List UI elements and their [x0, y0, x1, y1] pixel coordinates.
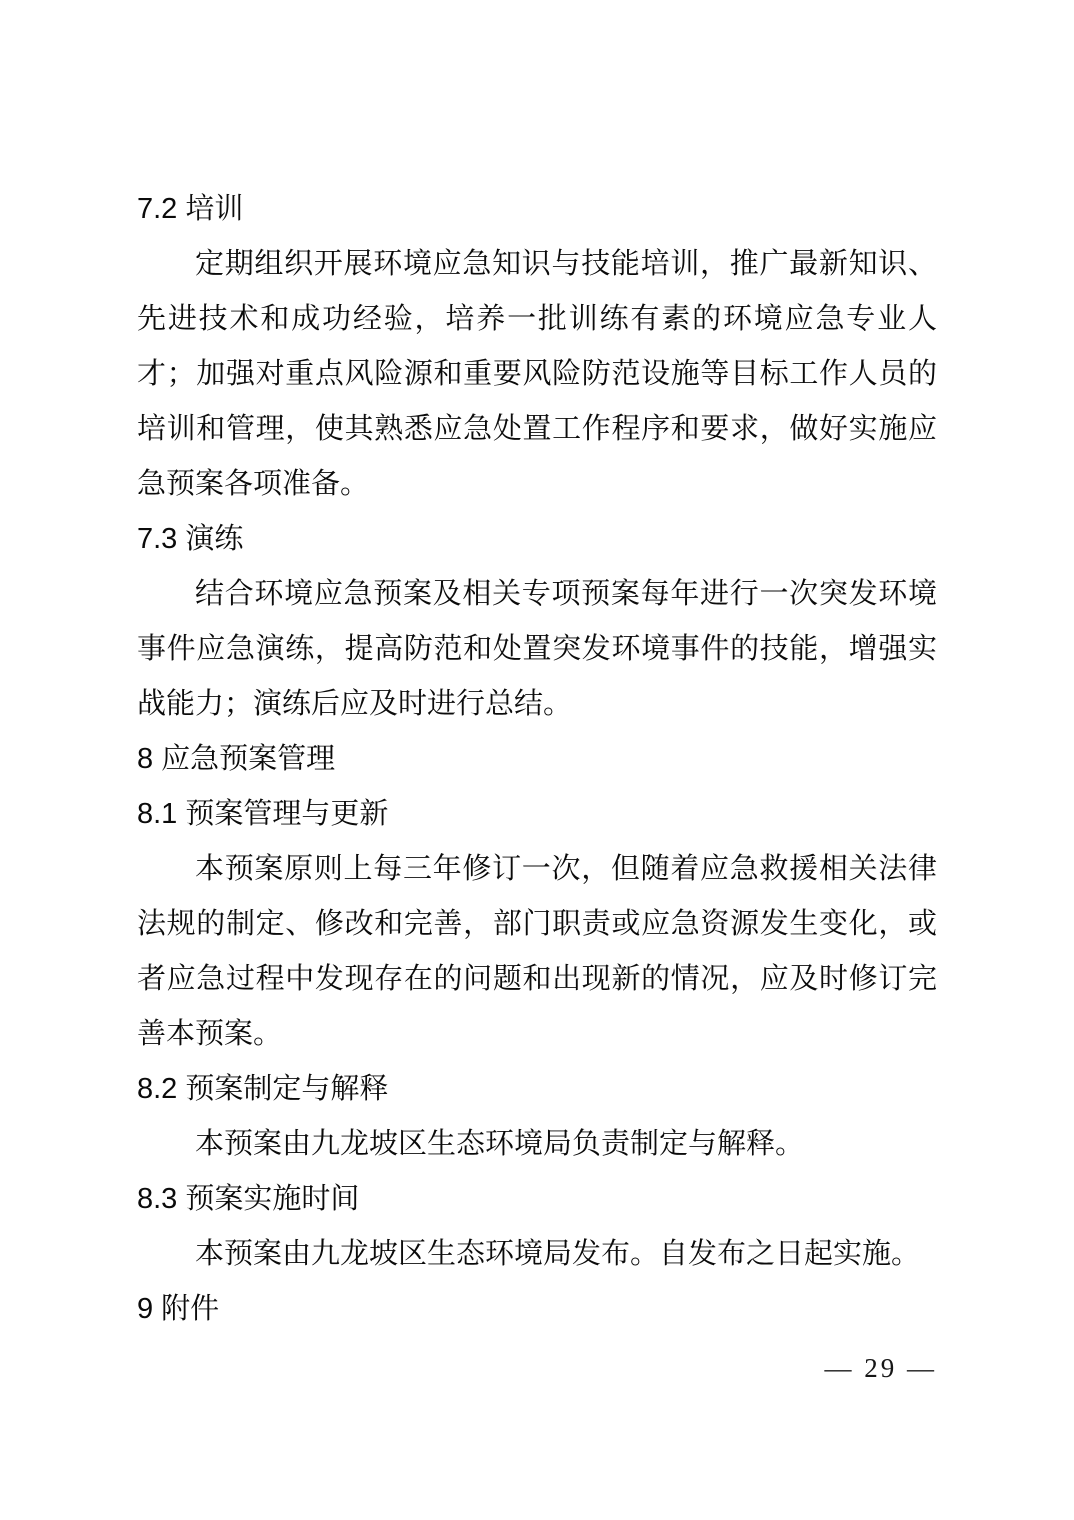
section-paragraph-8-1: 本预案原则上每三年修订一次，但随着应急救援相关法律法规的制定、修改和完善，部门职责或应急资源发生变化，或者应急过程中发现存在的问题和出现新的情况，应及时修订完善本预案。 — [137, 853, 937, 1050]
section-heading-8-2: 8.2 预案制定与解释 — [137, 1073, 389, 1105]
section-heading-8-3: 8.3 预案实施时间 — [137, 1183, 360, 1215]
section-paragraph-8-3: 本预案由九龙坡区生态环境局发布。自发布之日起实施。 — [195, 1238, 921, 1270]
section-heading-8-1: 8.1 预案管理与更新 — [137, 798, 389, 830]
section-heading-9: 9 附件 — [137, 1293, 220, 1325]
section-paragraph-7-2: 定期组织开展环境应急知识与技能培训，推广最新知识、先进技术和成功经验，培养一批训练有素的环境应急专业人才；加强对重点风险源和重要风险防范设施等目标工作人员的培训和管理，使其熟悉应急处置工作程序和要求，做好实施应急预案各项准备。 — [137, 248, 937, 500]
section-paragraph-7-3: 结合环境应急预案及相关专项预案每年进行一次突发环境事件应急演练，提高防范和处置突发环境事件的技能，增强实战能力；演练后应及时进行总结。 — [137, 578, 937, 720]
section-heading-8: 8 应急预案管理 — [137, 743, 336, 775]
page-number: — 29 — — [824, 1353, 937, 1383]
section-heading-7-2: 7.2 培训 — [137, 193, 244, 225]
section-heading-7-3: 7.3 演练 — [137, 523, 244, 555]
section-paragraph-8-2: 本预案由九龙坡区生态环境局负责制定与解释。 — [195, 1128, 805, 1160]
